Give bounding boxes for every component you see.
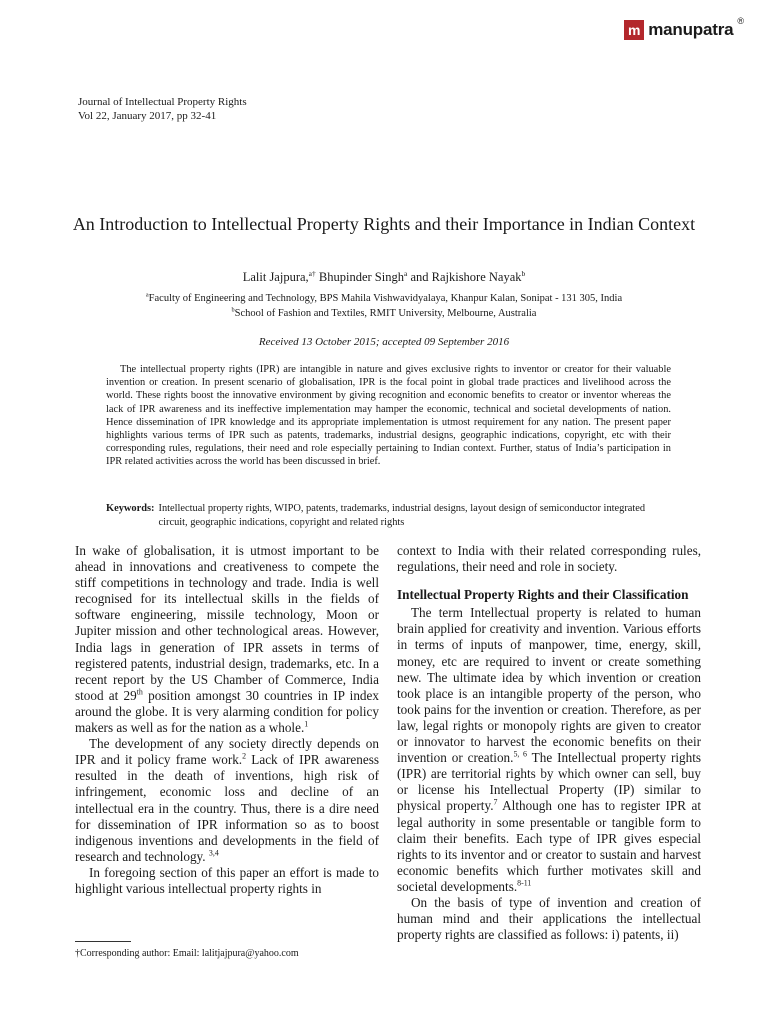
abstract: The intellectual property rights (IPR) are intangible in nature and gives exclusive rights to inventor or creator for their valuable invention or creation. In present scenario of globalisation, IPR is the focal point in global trade practices and livelihood across the world. These rights boost the innovative environment by giving recognition and economic benefits to creator or inventor whereas the lack of IPR awareness and its ineffective implementation may hamper the economic, technical and societal developments of nation. Hence dissemination of IPR knowledge and its appropriate implementation is utmost requirement for any nation. The present paper highlights various terms of IPR such as patents, trademarks, industrial designs, geographic indications, copyright, etc with their corresponding rules, regulations, their need and role especially pertaining to Indian context. Further, status of India’s participation in IPR related activities across the world has been discussed in brief. [106,364,671,468]
text-run: The development of any society directly depends on IPR and it policy frame work. [75,736,379,768]
paragraph: context to India with their related corresponding rules, regulations, their need and role in society. [397,543,701,575]
manupatra-logo-icon: m [624,20,644,40]
manupatra-logo[interactable] [624,16,744,40]
paper-title: An Introduction to Intellectual Property Rights and their Importance in Indian Context [72,214,696,234]
paragraph [75,736,379,865]
citation-ref: 2 [242,751,247,761]
journal-info [78,95,247,123]
citation-ref: 7 [493,798,498,808]
citation-ref: 5, 6 [513,749,527,759]
paragraph: In foregoing section of this paper an effort is made to highlight various intellectual property rights in [75,864,379,896]
left-column [75,543,379,897]
text-run: position amongst 30 countries in IP index around the globe. It is very alarming condition for policy makers as well as for the nation as a whole. [75,687,379,736]
journal-name: Journal of Intellectual Property Rights [78,96,247,108]
keywords-label: Keywords [106,503,152,514]
affiliation-a [0,293,768,304]
author-2-sup: a [403,268,408,278]
manupatra-logo-text: manupatra [648,20,734,39]
keywords-separator: : [151,503,155,514]
citation-ref: 1 [304,719,309,729]
author-1-sup: a† [308,268,316,278]
journal-volume: Vol 22, January 2017, pp 32-41 [78,110,217,122]
received-dates: Received 13 October 2015; accepted 09 September 2016 [258,336,510,348]
affiliation-b-sup: b [231,306,235,314]
keywords-text: Intellectual property rights, WIPO, patents, trademarks, industrial designs, layout design of semiconductor integrated circuit, geographic indications, copyright and related rights [158,503,646,528]
text-run: The Intellectual property rights (IPR) are territorial rights by which owner can sell, buy or license his Intellectual Property (IP) similar to physical property. [397,750,702,814]
paragraph [75,543,379,736]
superscript: th [136,687,143,697]
footnote: †Corresponding author: Email: lalitjajpura@yahoo.com [75,948,299,959]
citation-ref: 8-11 [517,878,532,888]
text-run: The term Intellectual property is related to human brain applied for creativity and invention. Various efforts in terms of inputs of manpower, time, energy, skill, money, etc are required to invent or create something new. The ultimate idea by which invention or creation took place is an intangible property of the person, who took pains for the invention or creation. Therefore, as per law, legal rights or monopoly rights are given to creator or innovator to harvest the economic benefits on their invention or creation. [397,605,701,766]
affiliation-b-text: School of Fashion and Textiles, RMIT University, Melbourne, Australia [234,308,537,319]
author-3-sup: b [521,268,526,278]
author-1: Lalit Jajpura, [242,270,309,284]
affiliation-a-sup: a [145,291,149,299]
author-list [0,270,768,285]
text-run: Although one has to register IPR at legal authority in some presentable or tangible form to claim their benefits. Each type of IPR gives especial rights to its inventor and or creator to sustain and harvest economic benefits which further motivates skill and societal developments. [397,798,701,894]
footnote-divider [75,941,131,942]
affiliation-b [0,308,768,319]
author-3: and Rajkishore Nayak [407,270,522,284]
affiliation-a-text: Faculty of Engineering and Technology, BPS Mahila Vishwavidyalaya, Khanpur Kalan, Sonipat - 131 305, India [148,293,623,304]
text-run: In wake of globalisation, it is utmost important to be ahead in innovations and creativeness to compete the stiff competitions in technology and trade. India is well recognised for its intellectual skills in the fields of software engineering, missile technology, Moon or Jupiter mission and other technological areas. However, India lags in generation of IPR assets in terms of registered patents, industrial design, trademarks, etc. In a recent report by the US Chamber of Commerce, India stood at 29 [75,543,379,703]
paragraph: On the basis of type of invention and creation of human mind and their applications the intellectual property rights are classified as follows: i) patents, ii) [397,894,701,943]
section-heading: Intellectual Property Rights and their Classification [397,587,689,603]
keywords [106,502,671,529]
paragraph [397,605,701,895]
citation-ref: 3,4 [208,848,219,858]
author-2: Bhupinder Singh [315,270,404,284]
right-column [397,543,701,943]
text-run: Lack of IPR awareness resulted in the death of inventions, high risk of infringement, economic loss and decline of an intellectual era in the country. Thus, there is a dire need for dissemination of IPR information so as to boost indigenous inventions and developments in the field of research and technology. [75,752,379,864]
registered-mark: ® [737,16,744,26]
